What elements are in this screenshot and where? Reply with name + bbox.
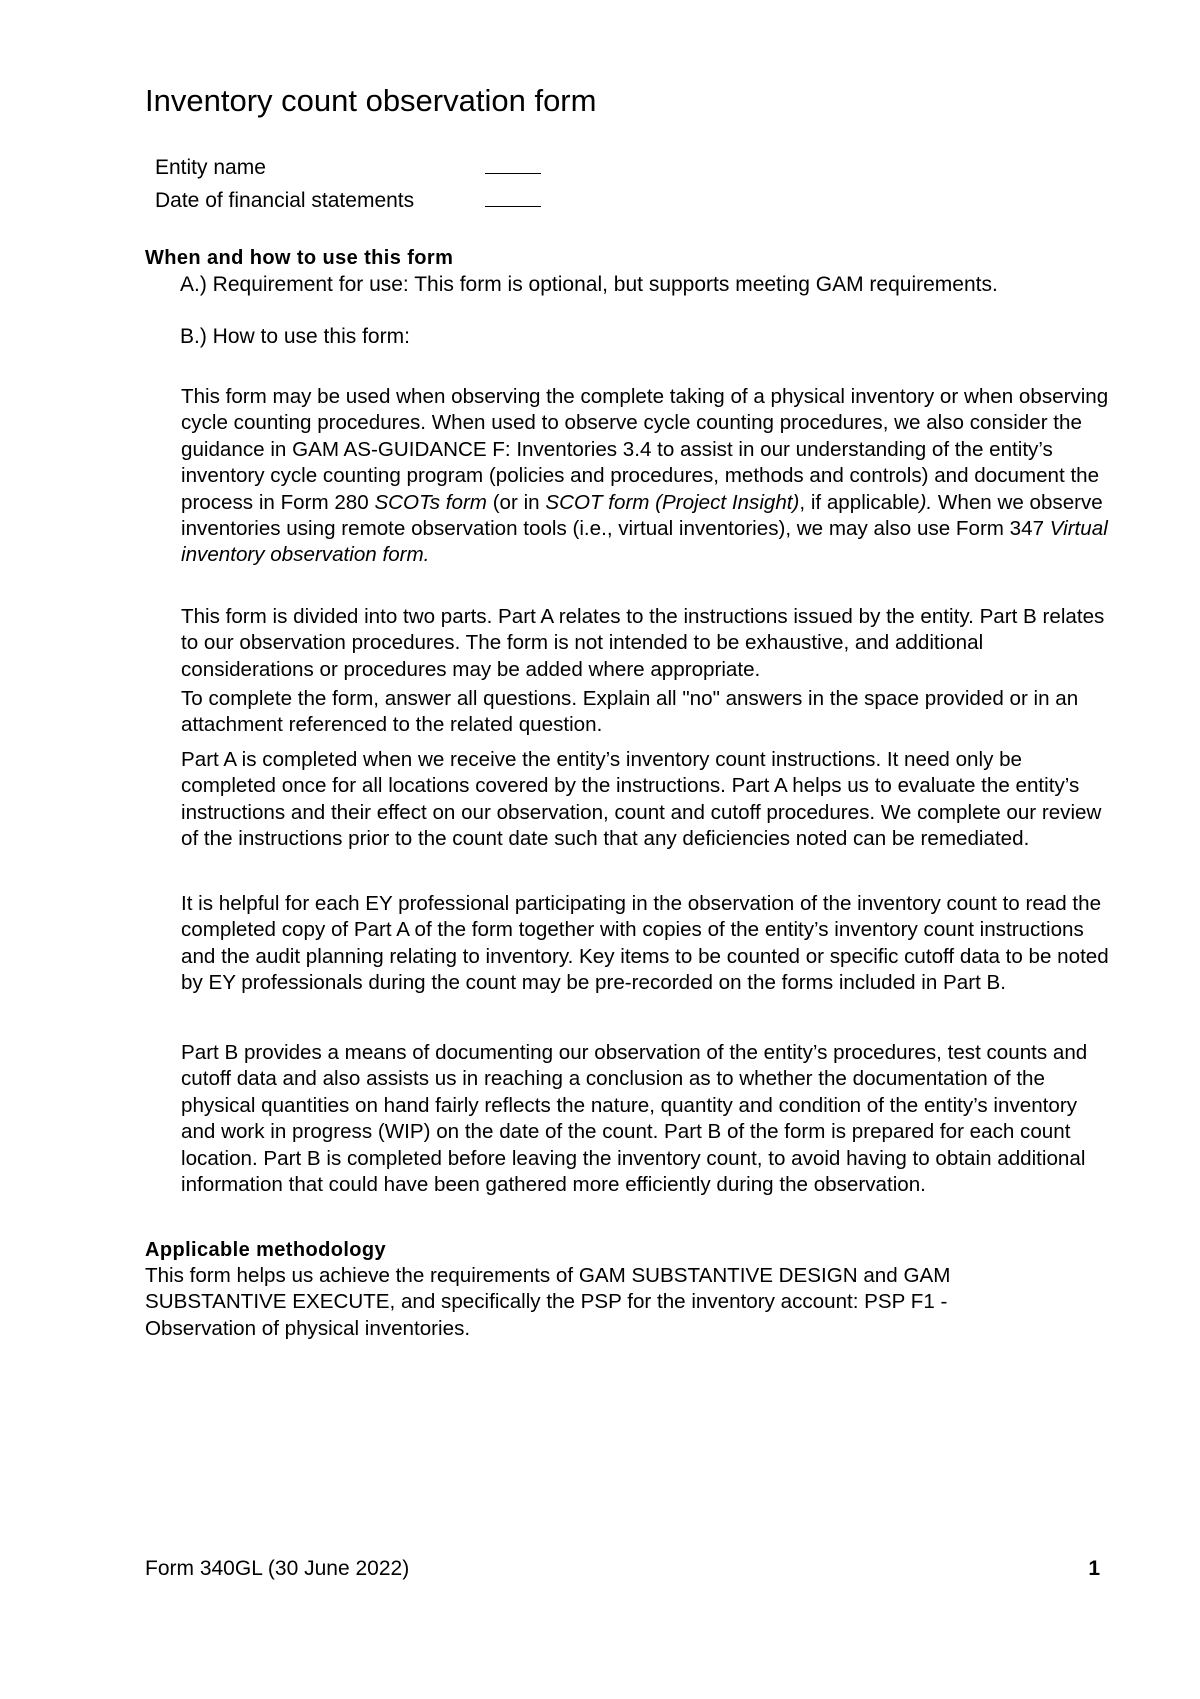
field-label: Entity name [155, 156, 266, 179]
field-label: Date of financial statements [155, 189, 415, 212]
item-a-requirement: A.) Requirement for use: This form is optional, but supports meeting GAM requirements. [180, 273, 998, 296]
paragraph-part-b: Part B provides a means of documenting our observation of the entity’s procedures, test counts and cutoff data and also assists us in reaching a conclusion as to whether the documentation of the physical quantities on hand fairly reflects the nature, quantity and condition of the entity’s inventory and work in progress (WIP) on the date of the count. Part B of the form is prepared for each count location. Part B is completed before leaving the inventory count, to avoid having to obtain additional information that could have been gathered more efficiently during the observation. [181, 1041, 1088, 1197]
text-run: (or in [486, 490, 546, 514]
section-heading-methodology: Applicable methodology [145, 1239, 387, 1261]
italic-run: SCOT form (Project Insight) [545, 490, 800, 514]
paragraph-part-a: Part A is completed when we receive the entity’s inventory count instructions. It need only be completed once for all locations covered by the instructions. Part A helps us to evaluate the entity’s instructions and their effect on our observation, count and cutoff procedures. We complete our review of the instructions prior to the count date such that any deficiencies noted can be remediated. [181, 748, 1102, 851]
italic-run: Virtual inventory observation form. [181, 517, 1108, 567]
italic-run: ). [919, 490, 933, 514]
footer-form-id: Form 340GL (30 June 2022) [145, 1557, 410, 1580]
text-run: , if applicable [799, 490, 920, 514]
paragraph-form-parts: This form is divided into two parts. Part A relates to the instructions issued by the entity. Part B relates to our observation procedures. The form is not intended to be exhaustive, and additional considerations or procedures may be added where appropriate. [181, 605, 1105, 681]
paragraph-completion: To complete the form, answer all questions. Explain all "no" answers in the space provided or in an attachment referenced to the related question. [181, 687, 1079, 737]
field-date-of-financial-statements [155, 188, 541, 213]
italic-run: SCOTs form [374, 490, 487, 514]
footer-page-number: 1 [1088, 1557, 1100, 1580]
field-entity-name [155, 155, 541, 180]
entity-name-blank[interactable] [485, 155, 541, 174]
item-b-how-to-use: B.) How to use this form: [180, 325, 410, 348]
date-blank[interactable] [485, 188, 541, 207]
text-run: When we observe inventories using remote observation tools (i.e., virtual inventories), we may also use Form 347 [181, 490, 1103, 541]
section-heading-usage: When and how to use this form [145, 247, 454, 269]
paragraph-ey-professionals: It is helpful for each EY professional participating in the observation of the inventory count to read the completed copy of Part A of the form together with copies of the entity’s inventory count instructions and the audit planning relating to inventory. Key items to be counted or specific cutoff data to be noted by EY professionals during the count may be pre-recorded on the forms included in Part B. [181, 892, 1109, 995]
paragraph-usage-overview [181, 384, 1116, 569]
page-title: Inventory count observation form [145, 83, 597, 118]
text-run: This form may be used when observing the complete taking of a physical inventory or when observing cycle counting procedures. When used to observe cycle counting procedures, we also consider the guidance in GAM AS-GUIDANCE F: Inventories 3.4 to assist in our understanding of the entity’s inventory cycle counting program (policies and procedures, methods and controls) and document the process in Form 280 [181, 385, 1109, 514]
paragraph-methodology: This form helps us achieve the requirements of GAM SUBSTANTIVE DESIGN and GAM SUBSTANTIVE EXECUTE, and specifically the PSP for the inventory account: PSP F1 - Observation of physical inventories. [145, 1264, 951, 1340]
